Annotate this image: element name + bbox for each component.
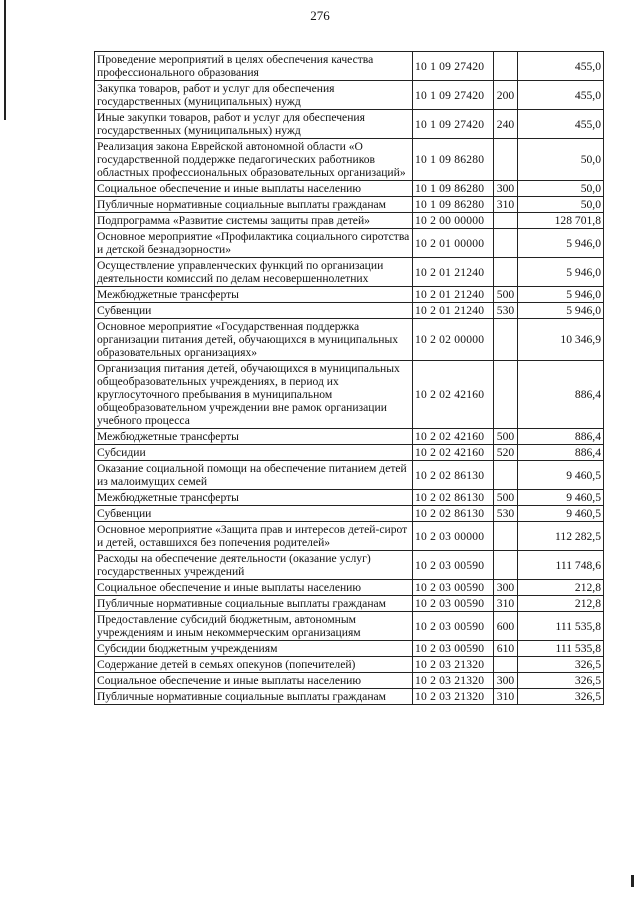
- row-amount-cell: 326,5: [518, 689, 604, 705]
- row-code-cell: 10 1 09 27420: [413, 81, 494, 110]
- row-amount-cell: 5 946,0: [518, 303, 604, 319]
- row-name-cell: Межбюджетные трансферты: [95, 287, 413, 303]
- table-row: [95, 429, 604, 445]
- row-expense-type-cell: 300: [494, 673, 518, 689]
- row-expense-type-cell: [494, 229, 518, 258]
- row-name-cell: Подпрограмма «Развитие системы защиты прав детей»: [95, 213, 413, 229]
- row-amount-cell: 5 946,0: [518, 287, 604, 303]
- row-code-cell: 10 2 03 00590: [413, 551, 494, 580]
- row-code-cell: 10 2 03 00590: [413, 612, 494, 641]
- row-amount-cell: 10 346,9: [518, 319, 604, 361]
- row-name-cell: Предоставление субсидий бюджетным, автономным учреждениям и иным некоммерческим организациям: [95, 612, 413, 641]
- table-row: [95, 657, 604, 673]
- table-row: [95, 461, 604, 490]
- row-expense-type-cell: [494, 319, 518, 361]
- row-name-cell: Социальное обеспечение и иные выплаты населению: [95, 181, 413, 197]
- row-expense-type-cell: 500: [494, 287, 518, 303]
- row-expense-type-cell: 310: [494, 197, 518, 213]
- row-code-cell: 10 2 01 00000: [413, 229, 494, 258]
- row-code-cell: 10 2 03 00590: [413, 596, 494, 612]
- row-name-cell: Реализация закона Еврейской автономной области «О государственной поддержке педагогических работников областных профессиональных образовательных организаций»: [95, 139, 413, 181]
- table-row: [95, 197, 604, 213]
- row-amount-cell: 9 460,5: [518, 506, 604, 522]
- row-name-cell: Основное мероприятие «Защита прав и интересов детей-сирот и детей, оставшихся без попечения родителей»: [95, 522, 413, 551]
- row-name-cell: Межбюджетные трансферты: [95, 490, 413, 506]
- row-amount-cell: 112 282,5: [518, 522, 604, 551]
- row-amount-cell: 111 748,6: [518, 551, 604, 580]
- row-amount-cell: 50,0: [518, 197, 604, 213]
- row-amount-cell: 5 946,0: [518, 229, 604, 258]
- row-name-cell: Закупка товаров, работ и услуг для обеспечения государственных (муниципальных) нужд: [95, 81, 413, 110]
- row-expense-type-cell: 310: [494, 596, 518, 612]
- row-expense-type-cell: 300: [494, 181, 518, 197]
- row-code-cell: 10 2 02 86130: [413, 461, 494, 490]
- row-amount-cell: 212,8: [518, 580, 604, 596]
- row-code-cell: 10 2 02 42160: [413, 429, 494, 445]
- row-amount-cell: 455,0: [518, 52, 604, 81]
- row-code-cell: 10 1 09 86280: [413, 181, 494, 197]
- row-name-cell: Субвенции: [95, 506, 413, 522]
- table-row: [95, 641, 604, 657]
- row-amount-cell: 455,0: [518, 81, 604, 110]
- row-code-cell: 10 2 03 21320: [413, 673, 494, 689]
- table-row: [95, 229, 604, 258]
- row-amount-cell: 326,5: [518, 657, 604, 673]
- table-row: [95, 287, 604, 303]
- row-expense-type-cell: [494, 361, 518, 429]
- table-row: [95, 445, 604, 461]
- row-expense-type-cell: 530: [494, 303, 518, 319]
- row-amount-cell: 212,8: [518, 596, 604, 612]
- row-code-cell: 10 2 00 00000: [413, 213, 494, 229]
- row-name-cell: Проведение мероприятий в целях обеспечения качества профессионального образования: [95, 52, 413, 81]
- row-expense-type-cell: 500: [494, 429, 518, 445]
- row-code-cell: 10 1 09 27420: [413, 52, 494, 81]
- row-name-cell: Осуществление управленческих функций по организации деятельности комиссий по делам несовершеннолетних: [95, 258, 413, 287]
- row-name-cell: Организация питания детей, обучающихся в муниципальных общеобразовательных учреждениях, в период их круглосуточного пребывания в муниципальном общеобразовательном учреждении вне рамок организации учебного процесса: [95, 361, 413, 429]
- corner-scan-mark: [631, 875, 634, 887]
- row-expense-type-cell: [494, 551, 518, 580]
- row-name-cell: Иные закупки товаров, работ и услуг для обеспечения государственных (муниципальных) нужд: [95, 110, 413, 139]
- row-name-cell: Субвенции: [95, 303, 413, 319]
- table-row: [95, 181, 604, 197]
- row-name-cell: Основное мероприятие «Государственная поддержка организации питания детей, обучающихся в муниципальных образовательных организациях»: [95, 319, 413, 361]
- table-row: [95, 490, 604, 506]
- row-expense-type-cell: [494, 258, 518, 287]
- table-row: [95, 551, 604, 580]
- row-name-cell: Оказание социальной помощи на обеспечение питанием детей из малоимущих семей: [95, 461, 413, 490]
- table-row: [95, 110, 604, 139]
- row-name-cell: Публичные нормативные социальные выплаты гражданам: [95, 596, 413, 612]
- row-amount-cell: 9 460,5: [518, 490, 604, 506]
- row-expense-type-cell: 300: [494, 580, 518, 596]
- row-code-cell: 10 2 02 86130: [413, 506, 494, 522]
- row-code-cell: 10 1 09 86280: [413, 197, 494, 213]
- row-amount-cell: 5 946,0: [518, 258, 604, 287]
- table-row: [95, 52, 604, 81]
- row-code-cell: 10 2 02 42160: [413, 445, 494, 461]
- row-expense-type-cell: 610: [494, 641, 518, 657]
- page-number: 276: [310, 8, 330, 23]
- table-row: [95, 689, 604, 705]
- row-amount-cell: 128 701,8: [518, 213, 604, 229]
- table-row: [95, 580, 604, 596]
- row-name-cell: Межбюджетные трансферты: [95, 429, 413, 445]
- budget-table: [94, 51, 604, 705]
- row-amount-cell: 886,4: [518, 361, 604, 429]
- row-amount-cell: 9 460,5: [518, 461, 604, 490]
- table-row: [95, 596, 604, 612]
- table-row: [95, 213, 604, 229]
- row-expense-type-cell: [494, 657, 518, 673]
- row-code-cell: 10 2 02 00000: [413, 319, 494, 361]
- row-name-cell: Социальное обеспечение и иные выплаты населению: [95, 673, 413, 689]
- row-name-cell: Расходы на обеспечение деятельности (оказание услуг) государственных учреждений: [95, 551, 413, 580]
- row-name-cell: Основное мероприятие «Профилактика социального сиротства и детской безнадзорности»: [95, 229, 413, 258]
- row-amount-cell: 886,4: [518, 445, 604, 461]
- row-code-cell: 10 1 09 27420: [413, 110, 494, 139]
- row-amount-cell: 50,0: [518, 181, 604, 197]
- row-expense-type-cell: [494, 139, 518, 181]
- row-expense-type-cell: [494, 461, 518, 490]
- row-amount-cell: 326,5: [518, 673, 604, 689]
- row-code-cell: 10 2 03 21320: [413, 657, 494, 673]
- row-code-cell: 10 2 03 00590: [413, 641, 494, 657]
- row-expense-type-cell: 200: [494, 81, 518, 110]
- table-row: [95, 612, 604, 641]
- row-amount-cell: 455,0: [518, 110, 604, 139]
- table-row: [95, 139, 604, 181]
- row-expense-type-cell: 530: [494, 506, 518, 522]
- row-expense-type-cell: [494, 522, 518, 551]
- row-code-cell: 10 2 01 21240: [413, 303, 494, 319]
- row-expense-type-cell: 520: [494, 445, 518, 461]
- row-name-cell: Публичные нормативные социальные выплаты гражданам: [95, 689, 413, 705]
- row-code-cell: 10 2 03 21320: [413, 689, 494, 705]
- row-code-cell: 10 2 01 21240: [413, 287, 494, 303]
- table-row: [95, 673, 604, 689]
- row-code-cell: 10 2 02 86130: [413, 490, 494, 506]
- table-row: [95, 506, 604, 522]
- table-row: [95, 81, 604, 110]
- row-expense-type-cell: [494, 52, 518, 81]
- row-amount-cell: 50,0: [518, 139, 604, 181]
- table-row: [95, 361, 604, 429]
- row-name-cell: Содержание детей в семьях опекунов (попечителей): [95, 657, 413, 673]
- row-name-cell: Публичные нормативные социальные выплаты гражданам: [95, 197, 413, 213]
- table-row: [95, 303, 604, 319]
- row-code-cell: 10 2 01 21240: [413, 258, 494, 287]
- row-code-cell: 10 2 03 00000: [413, 522, 494, 551]
- row-code-cell: 10 1 09 86280: [413, 139, 494, 181]
- budget-table-body: [95, 52, 604, 705]
- row-amount-cell: 111 535,8: [518, 612, 604, 641]
- row-name-cell: Субсидии: [95, 445, 413, 461]
- row-expense-type-cell: [494, 213, 518, 229]
- row-amount-cell: 886,4: [518, 429, 604, 445]
- row-code-cell: 10 2 03 00590: [413, 580, 494, 596]
- row-expense-type-cell: 600: [494, 612, 518, 641]
- row-expense-type-cell: 500: [494, 490, 518, 506]
- row-expense-type-cell: 240: [494, 110, 518, 139]
- table-row: [95, 319, 604, 361]
- table-row: [95, 258, 604, 287]
- row-amount-cell: 111 535,8: [518, 641, 604, 657]
- row-name-cell: Субсидии бюджетным учреждениям: [95, 641, 413, 657]
- row-code-cell: 10 2 02 42160: [413, 361, 494, 429]
- table-row: [95, 522, 604, 551]
- row-expense-type-cell: 310: [494, 689, 518, 705]
- row-name-cell: Социальное обеспечение и иные выплаты населению: [95, 580, 413, 596]
